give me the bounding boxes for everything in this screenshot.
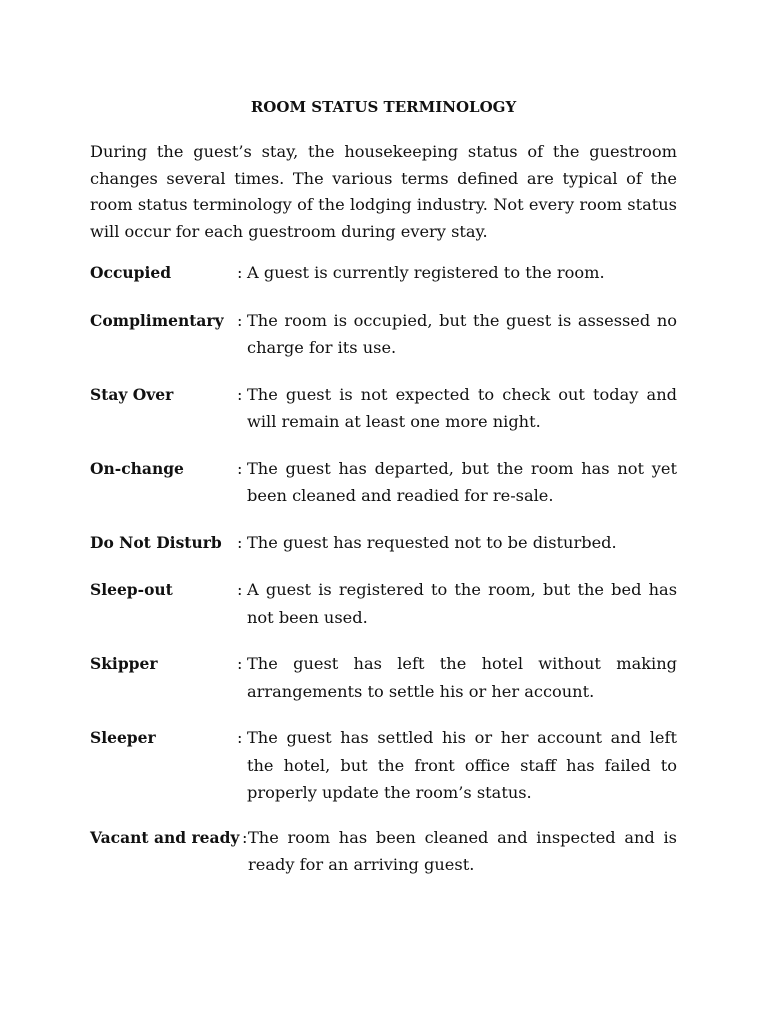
- term-definition: The guest is not expected to check out today and will remain at least one more night.: [247, 384, 677, 432]
- term-label: Complimentary: [90, 310, 224, 330]
- term-label: Sleeper: [90, 728, 156, 748]
- term-definition: A guest is registered to the room, but the bed has not been used.: [247, 580, 677, 627]
- term-row-on-change: [90, 455, 677, 510]
- term-definition: The room has been cleaned and inspected and is ready for an arriving guest.: [248, 827, 677, 875]
- term-label: Vacant and ready: [90, 827, 240, 847]
- term-label: Do Not Disturb: [90, 532, 222, 552]
- term-label: Stay Over: [90, 384, 174, 404]
- term-label: On-change: [90, 458, 184, 478]
- term-row-sleep-out: [90, 576, 677, 631]
- term-row-do-not-disturb: [90, 529, 677, 557]
- document-page: [90, 96, 677, 879]
- term-row-sleeper: [90, 724, 677, 807]
- terms-list: [90, 259, 677, 879]
- term-row-vacant-and-ready: [90, 824, 677, 879]
- term-separator: :: [237, 263, 243, 283]
- term-separator: :: [237, 458, 243, 478]
- term-row-complimentary: [90, 307, 677, 362]
- term-definition: The guest has requested not to be disturbed.: [247, 532, 617, 552]
- intro-paragraph: During the guest’s stay, the housekeeping status of the guestroom changes several times. The various terms defined are typical of the room status terminology of the lodging industry. Not every room status will occur for each guestroom during every stay.: [90, 142, 677, 241]
- term-label: Skipper: [90, 654, 158, 674]
- term-label: Sleep-out: [90, 580, 173, 600]
- term-separator: :: [237, 654, 243, 674]
- term-row-occupied: [90, 259, 677, 287]
- term-separator: :: [237, 580, 243, 600]
- term-row-stay-over: [90, 381, 677, 436]
- term-definition: The guest has departed, but the room has not yet been cleaned and readied for re-sale.: [247, 458, 677, 506]
- term-separator: :: [242, 827, 248, 847]
- term-separator: :: [237, 384, 243, 404]
- term-separator: :: [237, 310, 243, 330]
- term-separator: :: [237, 728, 243, 748]
- term-row-skipper: [90, 650, 677, 705]
- term-definition: A guest is currently registered to the room.: [247, 263, 605, 283]
- page-title: ROOM STATUS TERMINOLOGY: [250, 98, 517, 116]
- term-separator: :: [237, 532, 243, 552]
- term-definition: The room is occupied, but the guest is assessed no charge for its use.: [247, 310, 677, 358]
- term-definition: The guest has left the hotel without making arrangements to settle his or her account.: [247, 654, 677, 701]
- term-definition: The guest has settled his or her account and left the hotel, but the front office staff has failed to properly update the room’s status.: [247, 728, 677, 803]
- term-label: Occupied: [90, 263, 172, 283]
